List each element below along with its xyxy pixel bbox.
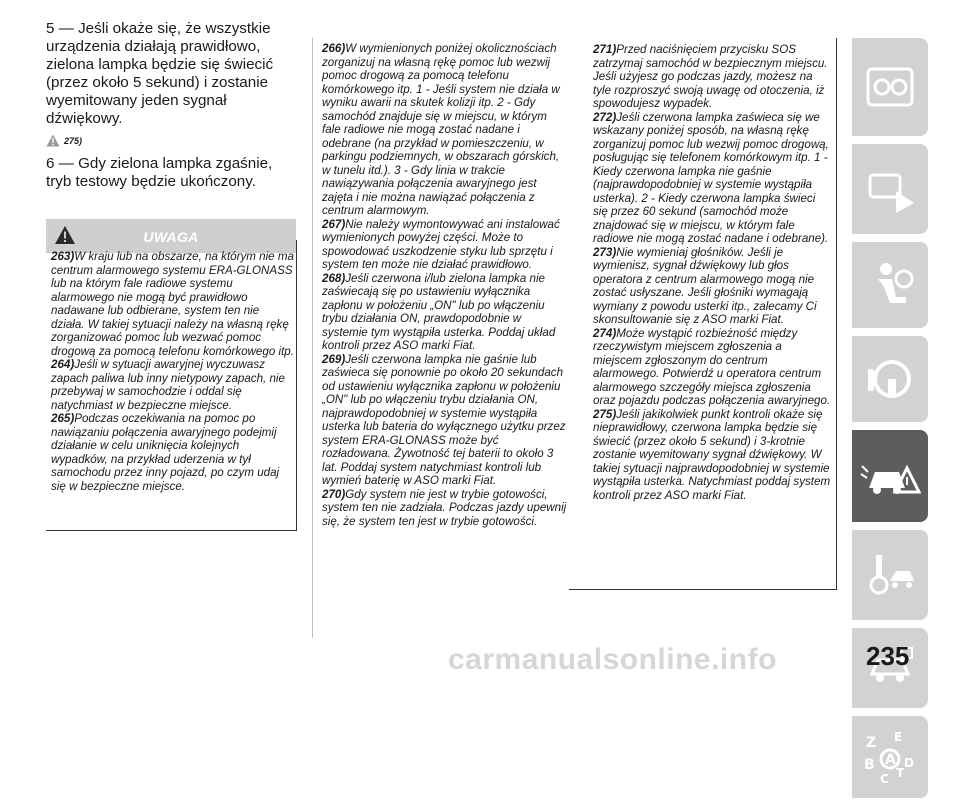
chapter-tabs <box>852 38 928 806</box>
tab-key-car[interactable] <box>852 144 928 234</box>
note-number: 264) <box>51 358 75 371</box>
wrench-car-icon <box>862 547 918 603</box>
note-text: Może wystąpić rozbieżność między rzeczywistym miejscem zgłoszenia a miejscem zgłoszonym do centrum alarmowego. Potwierdź u operatora centrum alarmowego szczegóły miejsca zgłoszenia oraz pojazdu podczas połączenia awaryjnego. <box>593 326 831 407</box>
note-267 <box>322 218 567 272</box>
note-264 <box>51 358 295 412</box>
column-divider <box>312 38 313 638</box>
note-274 <box>593 327 833 408</box>
note-number: 263) <box>51 250 75 263</box>
note-number: 273) <box>593 245 617 259</box>
note-number: 267) <box>322 217 346 231</box>
note-number: 274) <box>593 326 617 340</box>
note-number: 270) <box>322 487 346 501</box>
step-5-text: 5 — Jeśli okaże się, że wszystkie urządzenia działają prawidłowo, zielona lampka będzie się świecić (przez około 5 sekund) i zostanie wyemitowany jeden sygnał dźwiękowy. <box>46 20 274 127</box>
note-number: 268) <box>322 271 346 285</box>
reference-number: 275) <box>64 135 83 146</box>
tab-emergency[interactable] <box>852 430 928 522</box>
reference-line <box>46 134 296 147</box>
tab-service[interactable] <box>852 530 928 620</box>
note-number: 266) <box>322 42 346 55</box>
note-273 <box>593 246 833 327</box>
step-6-text: 6 — Gdy zielona lampka zgaśnie, tryb testowy będzie ukończony. <box>46 155 273 190</box>
note-268 <box>322 272 567 353</box>
note-number: 271) <box>593 43 617 56</box>
tab-index[interactable] <box>852 716 928 798</box>
middle-column <box>322 42 567 528</box>
warning-title: UWAGA <box>143 229 199 245</box>
alphabetical-index-icon <box>860 727 920 787</box>
svg-text:A: A <box>885 752 896 768</box>
svg-text:E: E <box>894 730 903 744</box>
svg-text:Z: Z <box>866 735 877 751</box>
warning-triangle-icon <box>46 134 60 147</box>
right-column-box <box>569 38 837 590</box>
watermark: carmanualsonline.info <box>448 643 777 676</box>
note-265 <box>51 412 295 493</box>
note-text: Przed naciśnięciem przycisku SOS zatrzymaj samochód w bezpiecznym miejscu. Jeśli użyjesz go podczas jazdy, możesz na tyle rozproszyć swoją uwagę od otoczenia, iż spowodujesz wypadek. <box>593 43 828 110</box>
note-text: Jeśli czerwona i/lub zielona lampka nie zaświecają się po ustawieniu wyłącznika zapłonu w położeniu „ON" lub po włączeniu trybu działania ON, prawdopodobnie w systemie tym wystąpiła usterka. Poddaj układ kontroli przez ASO marki Fiat. <box>322 271 556 352</box>
note-number: 265) <box>51 412 75 425</box>
note-266 <box>322 42 567 218</box>
note-text: Nie wymieniaj głośników. Jeśli je wymienisz, sygnał dźwiękowy lub głos operatora z centrum alarmowego mogą nie zostać usłyszane. Jeśli głośniki wymagają wymiany z powodu usterki itp., zalecamy Ci skonsultowanie się z ASO marki Fiat. <box>593 245 817 326</box>
note-text: Gdy system nie jest w trybie gotowości, system ten nie zadziała. Podczas jazdy upewnij się, że system ten jest w trybie gotowości. <box>322 487 567 528</box>
note-263 <box>51 250 295 358</box>
tab-airbag-seat[interactable] <box>852 242 928 328</box>
note-text: Podczas oczekiwania na pomoc po nawiązaniu połączenia awaryjnego podejmij działanie w celu uniknięcia kolejnych wypadków, na przykład uderzenia w tył samochodu przez inny pojazd, po czym udaj się w bezpieczne miejsce. <box>51 412 280 493</box>
note-number: 272) <box>593 110 617 124</box>
warning-box <box>46 240 297 531</box>
airbag-seat-icon <box>862 257 918 313</box>
tab-dashboard[interactable] <box>852 38 928 136</box>
svg-text:D: D <box>904 756 914 770</box>
note-270 <box>322 488 567 529</box>
svg-text:T: T <box>896 766 905 780</box>
note-text: Jeśli czerwona lampka nie gaśnie lub zaświeca się ponownie po około 20 sekundach od ustawieniu wyłącznika zapłonu w położeniu „ON" lub po włączeniu trybu działania ON, najprawdopodobniej w systemie wystąpiła usterka lub bateria do wyłącznego użytku przez system ERA-GLONASS może być rozładowana. Żywotność tej baterii to około 3 lat. Poddaj system natychmiast kontroli lub wymień baterię w ASO marki Fiat. <box>322 352 566 487</box>
note-275 <box>593 408 833 503</box>
dashboard-icon <box>862 59 918 115</box>
svg-text:B: B <box>864 757 875 773</box>
page-number: 235 <box>866 641 910 671</box>
svg-text:C: C <box>880 772 889 786</box>
note-text: W wymienionych poniżej okolicznościach zorganizuj na własną rękę pomoc lub wezwij pomoc drogową za pomocą telefonu komórkowego itp. 1 - Jeśli system nie działa w wyniku awarii na skutek kolizji itp. 2 - Gdy samochód znajduje się w miejscu, w którym fale radiowe nie mogą zostać nadane i odebrane (na przykład w pomieszczeniu, w parkingu podziemnych, w obszarach górskich, w tunelu itd.). 3 - Gdy linia w trakcie nawiązywania połączenia awaryjnego jest zajęta i nie można nawiązać połączenia z centrum alarmowym. <box>322 42 560 217</box>
note-text: Jeśli jakikolwiek punkt kontroli okaże się nieprawidłowy, czerwona lampka będzie się świecić (przez około 5 sekund) i 3-krotnie zostanie wyemitowany sygnał dźwiękowy. W takiej sytuacji najprawdopodobniej w systemie wystąpiła usterka. Natychmiast poddaj system kontroli przez ASO marki Fiat. <box>593 407 831 502</box>
note-text: Jeśli czerwona lampka zaświeca się we wskazany poniżej sposób, na własną rękę zorganizuj pomoc lub wezwij pomoc drogową, posługując się telefonem komórkowym itp. 1 - Kiedy czerwona lampka nie gaśnie (najprawdopodobniej w systemie wystąpiła usterka). 2 - Kiedy czerwona lampka świeci się przez 60 sekund (samochód może znajdować się w miejscu, w którym fale radiowe nie mogą zostać nadane i odebrane). <box>593 110 829 245</box>
note-number: 275) <box>593 407 617 421</box>
left-column <box>46 20 296 253</box>
note-269 <box>322 353 567 488</box>
note-272 <box>593 111 833 246</box>
emergency-triangle-icon <box>859 448 921 504</box>
note-number: 269) <box>322 352 346 366</box>
note-271 <box>593 43 833 111</box>
key-car-icon <box>862 161 918 217</box>
note-text: W kraju lub na obszarze, na którym nie ma centrum alarmowego systemu ERA-GLONASS lub na którym fale radiowe systemu alarmowego nie mogą być prawidłowo nadawane lub odbierane, system ten nie działa. W takiej sytuacji należy na własną rękę zorganizować pomoc lub wezwać pomoc drogową za pomocą telefonu komórkowego itp. <box>51 250 294 358</box>
tab-steering-wheel[interactable] <box>852 336 928 422</box>
steering-wheel-icon <box>862 351 918 407</box>
note-text: Nie należy wymontowywać ani instalować wymienionych powyżej części. Może to spowodować uszkodzenie styku lub sprzętu i system ten może nie działać prawidłowo. <box>322 217 560 271</box>
note-text: Jeśli w sytuacji awaryjnej wyczuwasz zapach paliwa lub inny nietypowy zapach, nie przebywaj w samochodzie i oddal się natychmiast w bezpieczne miejsce. <box>51 358 285 412</box>
